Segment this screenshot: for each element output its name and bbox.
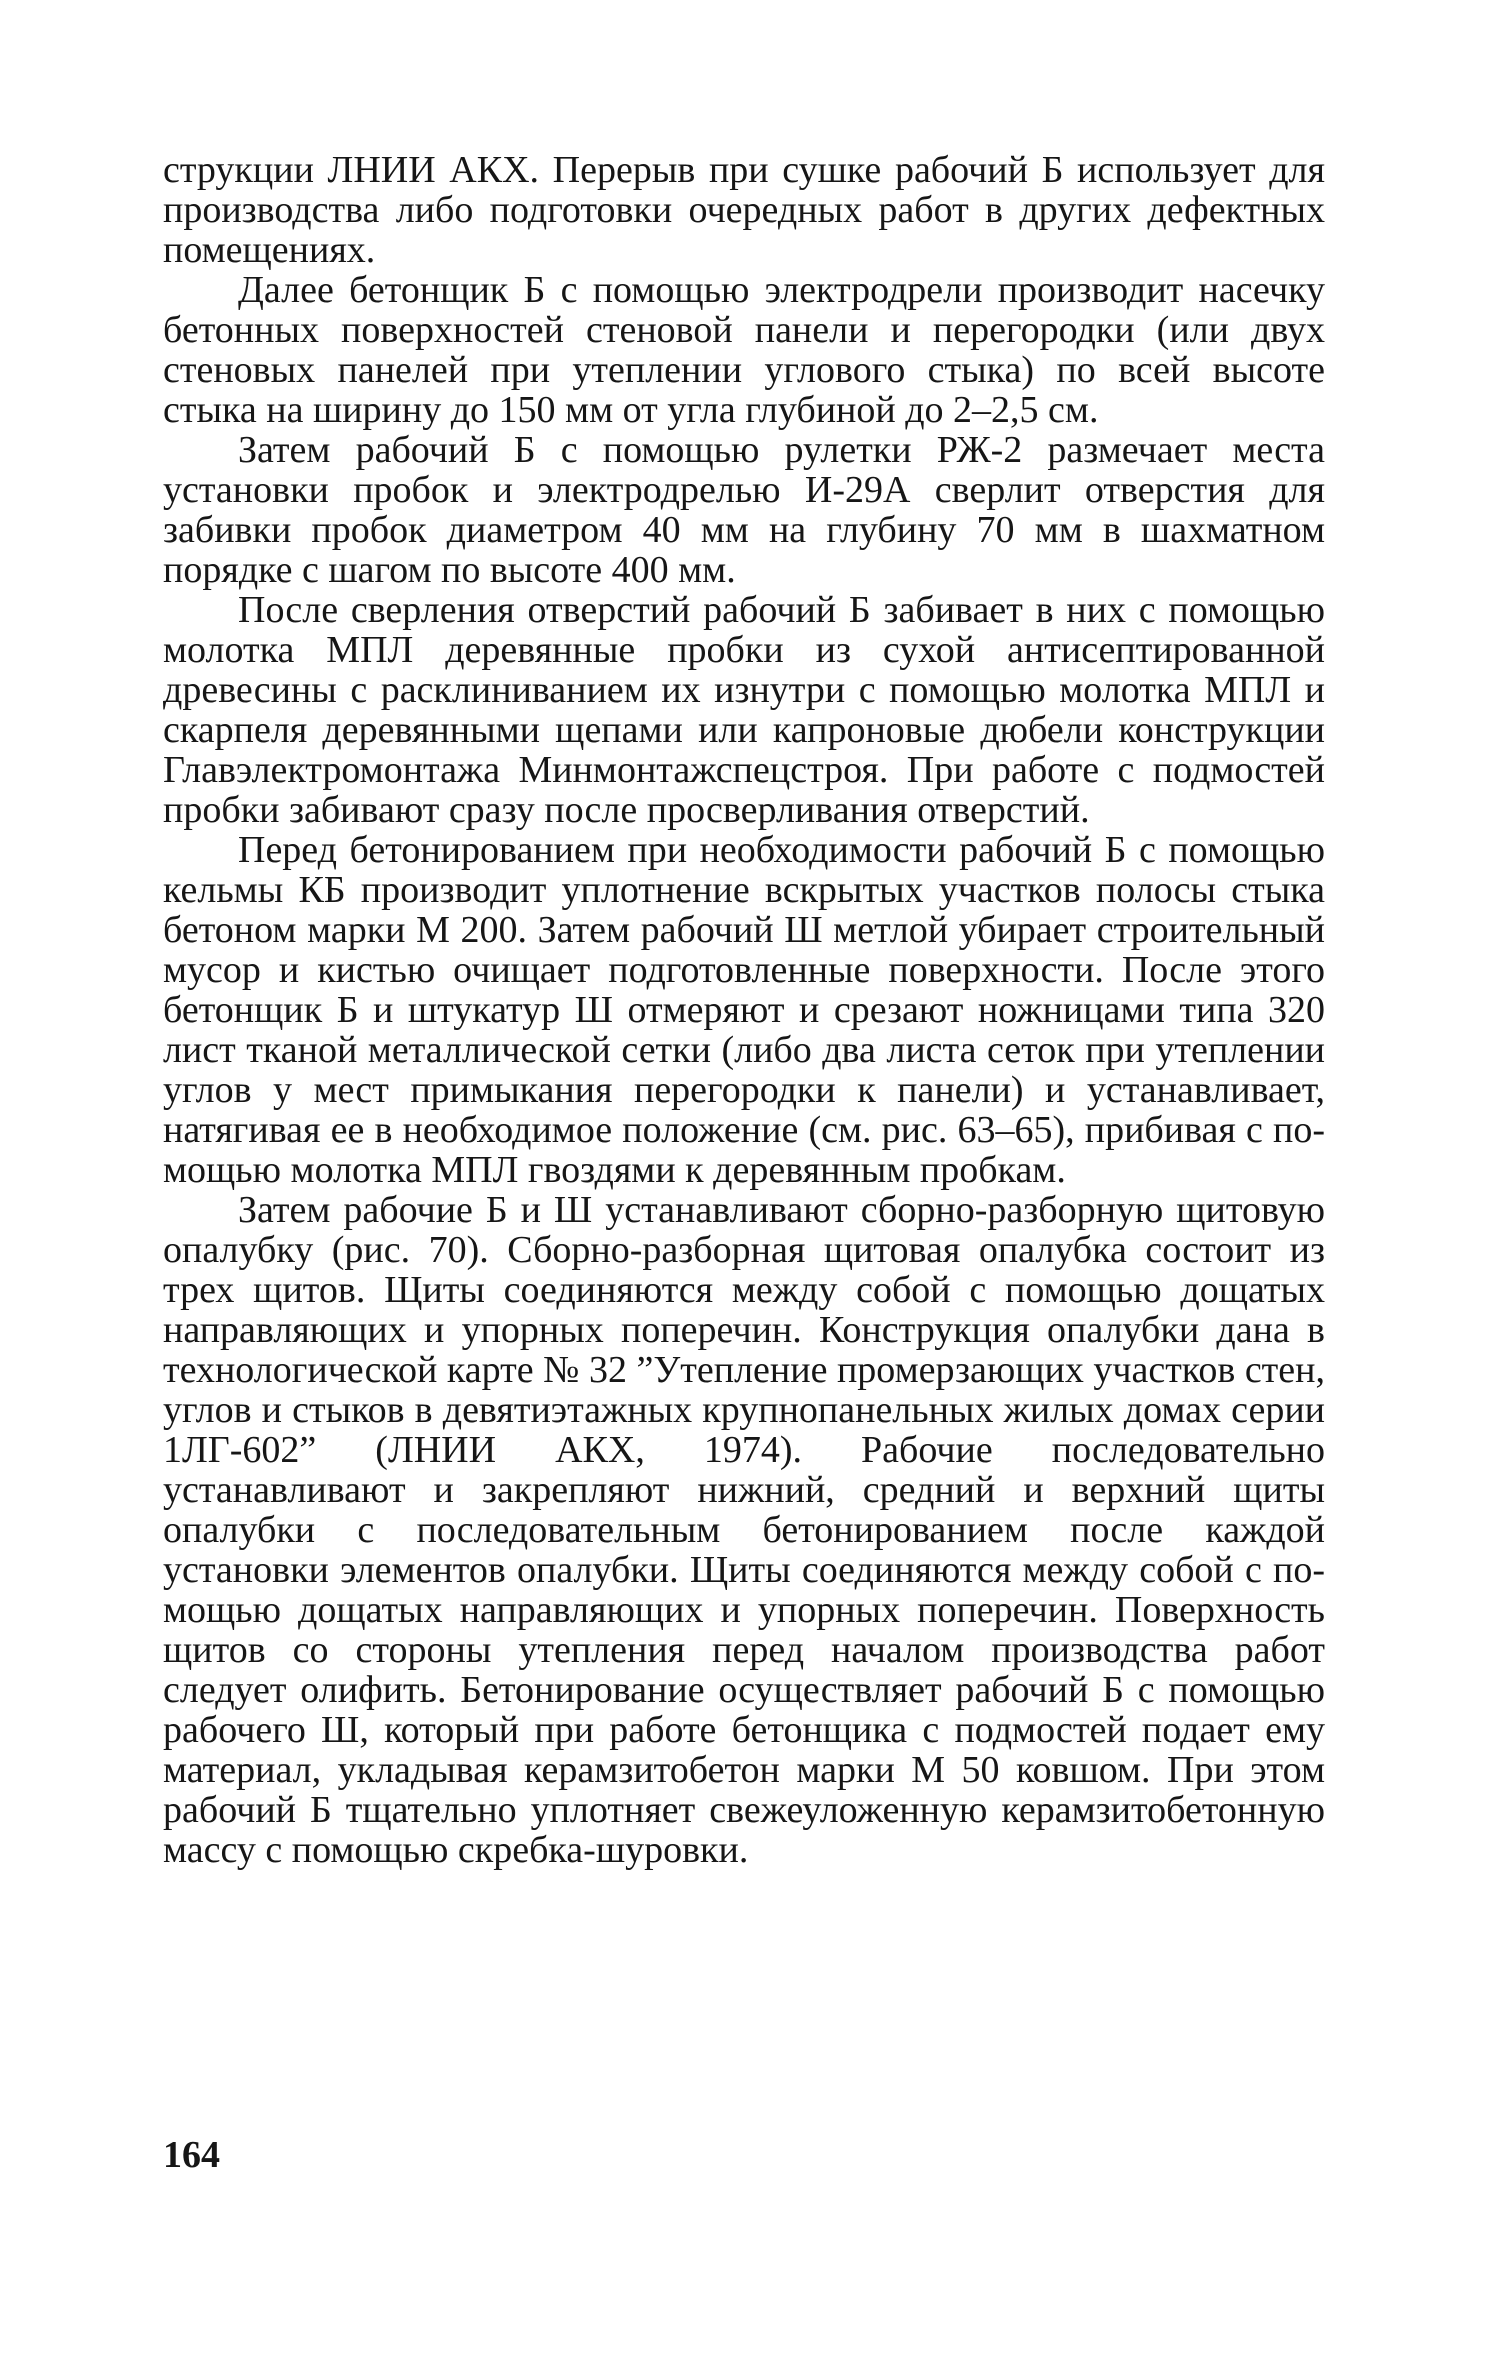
paragraph-1: струкции ЛНИИ АКХ. Перерыв при сушке рабочий Б использует для производства либо подготовки очередных работ в других дефектных помещениях. — [163, 149, 1325, 271]
page-number: 164 — [163, 2134, 220, 2176]
paragraph-6: Затем рабочие Б и Ш устанавливают сборно-разборную щитовую опалубку (рис. 70). Сборно-разборная щитовая опалубка состоит из трех щитов. Щиты соединяются между собой с помощью дощатых направляющих и упорных поперечин. Конструкция опалубки дана в технологической карте № 32 ”Утепление промерзающих участков стен, углов и стыков в девятиэтажных крупнопанельных жилых домах серии 1ЛГ-602” (ЛНИИ АКХ, 1974). Рабочие последовательно устанавливают и закрепляют нижний, средний и верхний щиты опалубки с последовательным бетонированием после каждой установки элементов опалубки. Щиты соединяются между собой с помощью дощатых направляющих и упорных поперечин. Поверхность щитов со стороны утепления перед началом производства работ следует олифить. Бетонирование осуществляет рабочий Б с помощью рабочего Ш, который при работе бетонщика с подмостей подает ему материал, укладывая керамзитобетон марки М 50 ковшом. При этом рабочий Б тщательно уплотняет свежеуложенную керамзитобетонную массу с помощью скребка-шуровки. — [163, 1189, 1325, 1871]
page-body — [163, 150, 1325, 1870]
paragraph-5: Перед бетонированием при необходимости рабочий Б с помощью кельмы КБ производит уплотнение вскрытых участков полосы стыка бетоном марки М 200. Затем рабочий Ш метлой убирает строительный мусор и кистью очищает подготовленные поверхности. После этого бетонщик Б и штукатур Ш отмеряют и срезают ножницами типа 320 лист тканой металлической сетки (либо два листа сеток при утеплении углов у мест примыкания перегородки к панели) и устанавливает, натягивая ее в необходимое положение (см. рис. 63–65), прибивая с помощью молотка МПЛ гвоздями к деревянным пробкам. — [163, 829, 1325, 1191]
paragraph-2: Далее бетонщик Б с помощью электродрели производит насечку бетонных поверхностей стеновой панели и перегородки (или двух стеновых панелей при утеплении углового стыка) по всей высоте стыка на ширину до 150 мм от угла глубиной до 2–2,5 см. — [163, 269, 1325, 431]
paragraph-3: Затем рабочий Б с помощью рулетки РЖ-2 размечает места установки пробок и электродрелью И-29А сверлит отверстия для забивки пробок диаметром 40 мм на глубину 70 мм в шахматном порядке с шагом по высоте 400 мм. — [163, 429, 1325, 591]
paragraph-4: После сверления отверстий рабочий Б забивает в них с помощью молотка МПЛ деревянные пробки из сухой антисептированной древесины с расклиниванием их изнутри с помощью молотка МПЛ и скарпеля деревянными щепами или капроновые дюбели конструкции Главэлектромонтажа Минмонтажспецстроя. При работе с подмостей пробки забивают сразу после просверливания отверстий. — [163, 589, 1325, 831]
